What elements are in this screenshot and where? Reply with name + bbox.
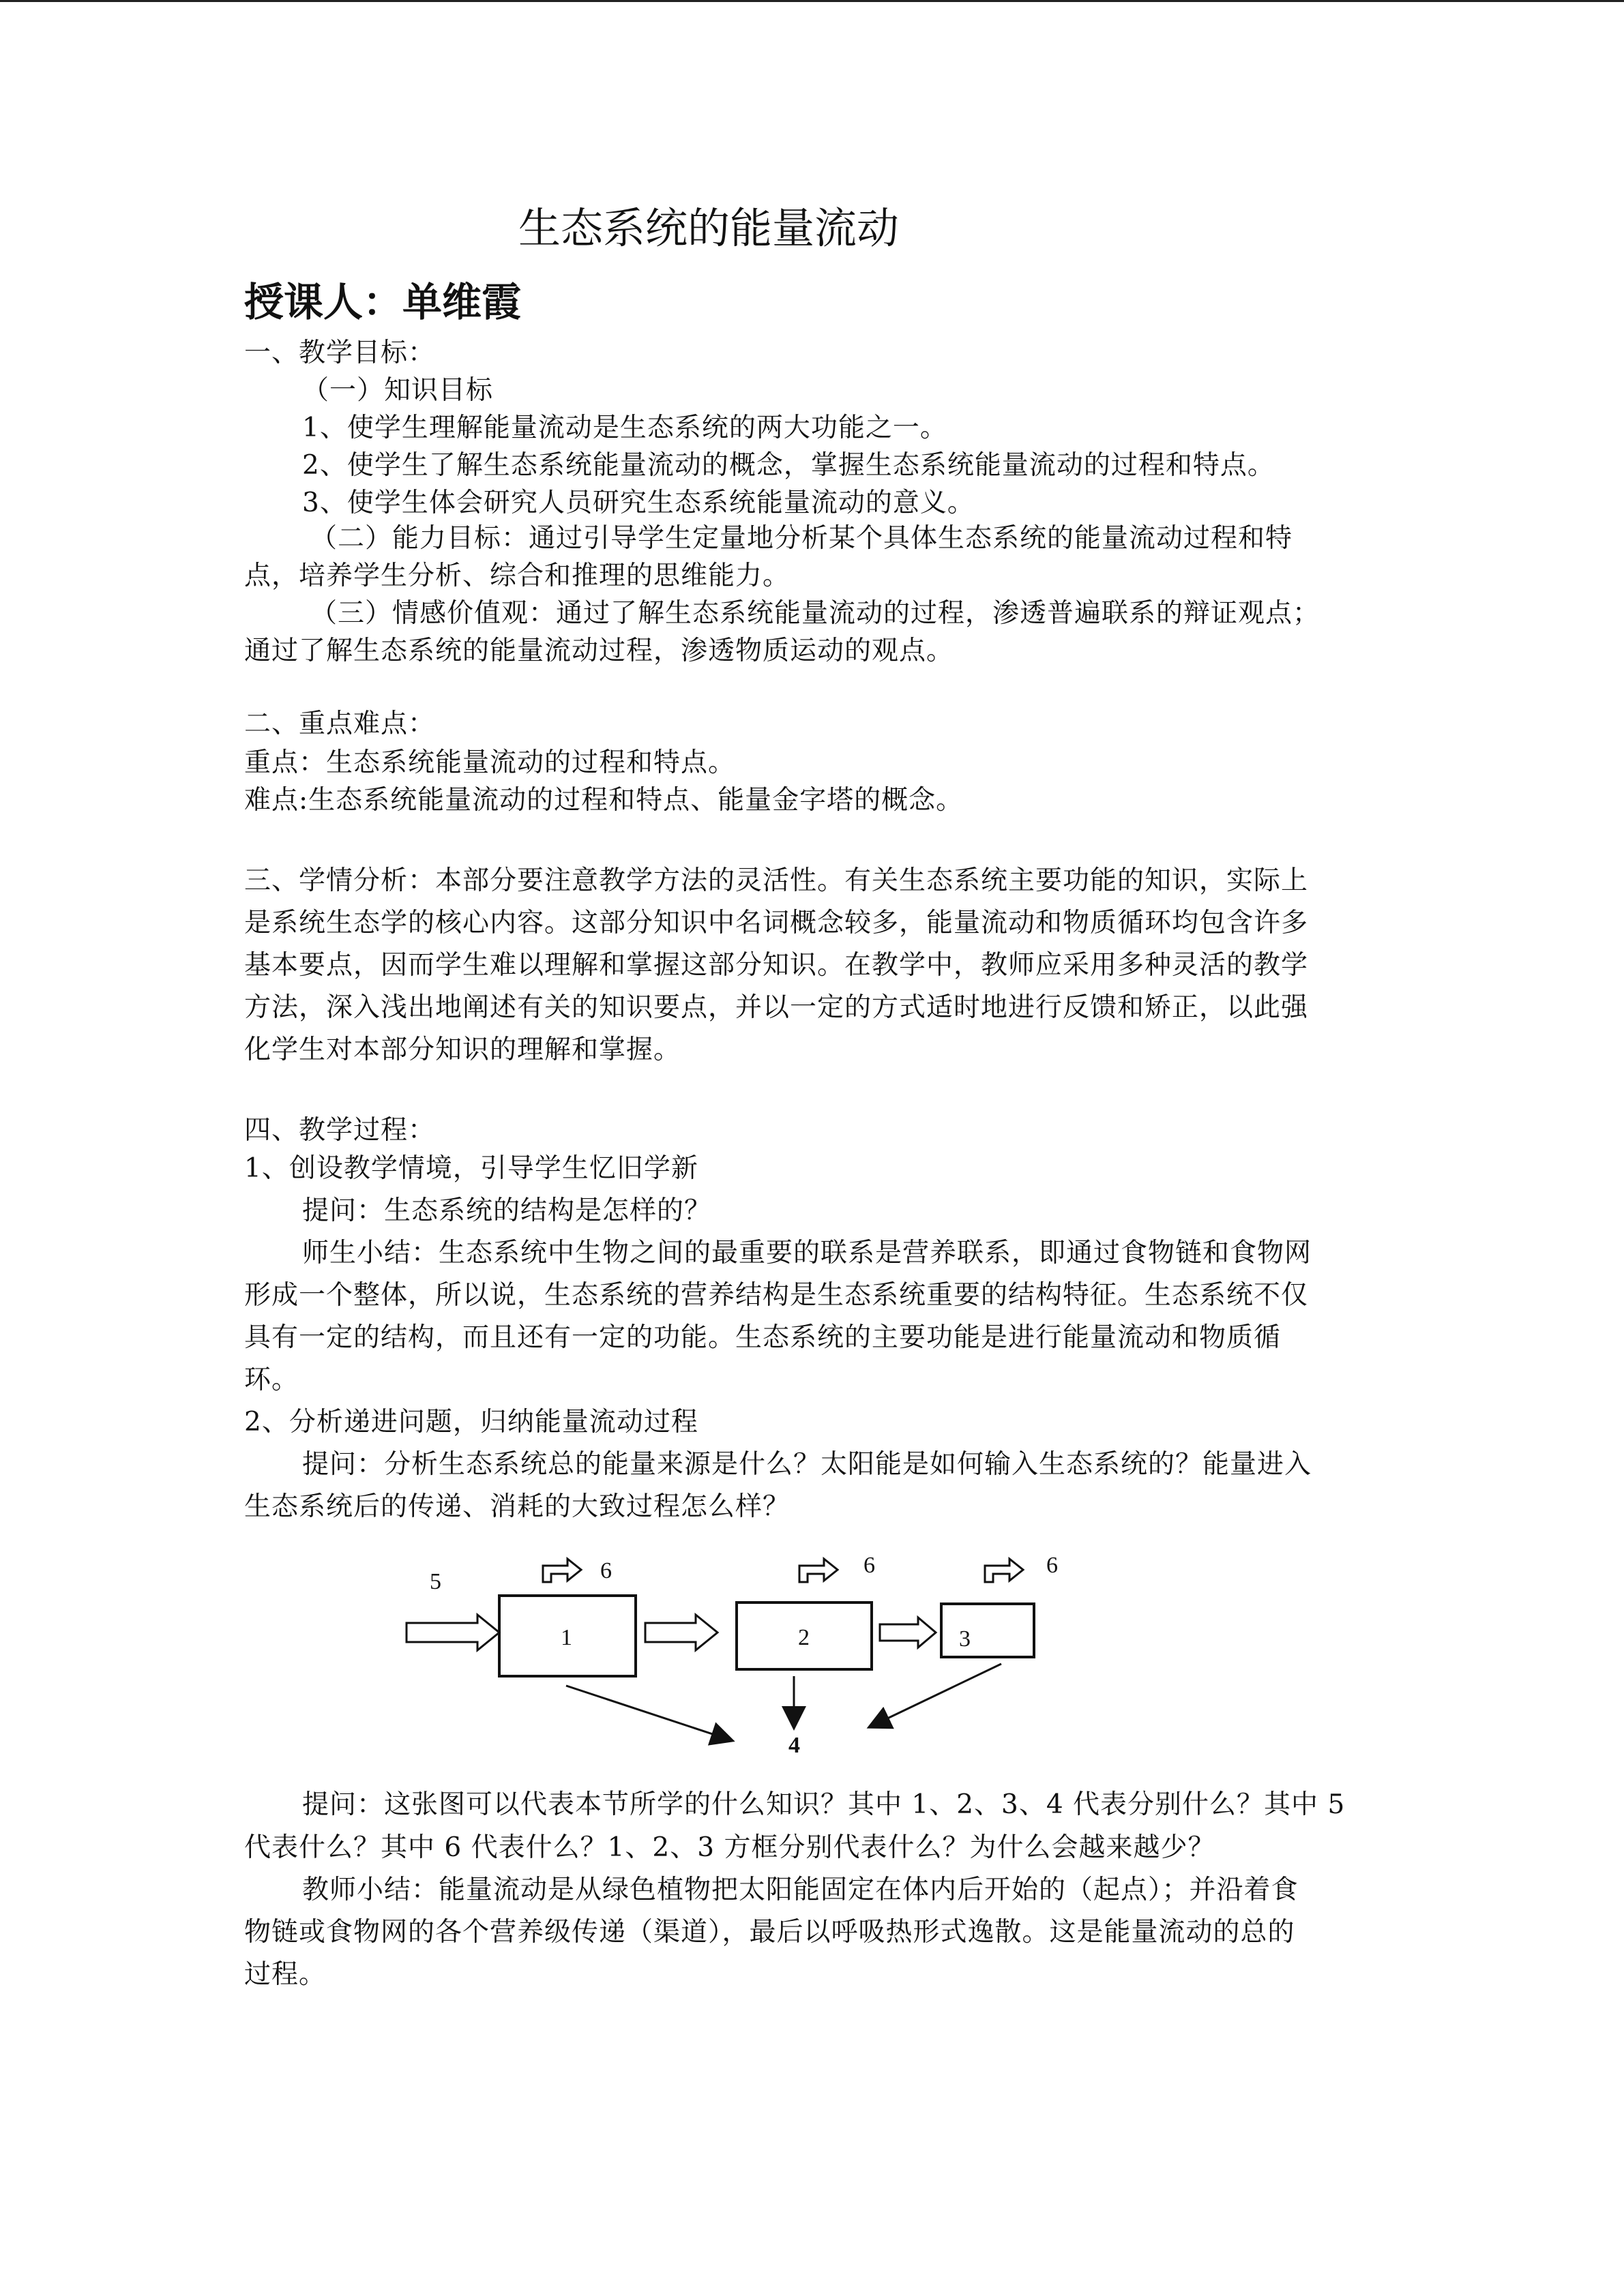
- flow-arrow-2-3: [880, 1617, 936, 1648]
- label-respiration-2: 6: [863, 1553, 875, 1578]
- difficult-point: 难点:生态系统能量流动的过程和特点、能量金字塔的概念。: [244, 785, 964, 816]
- question-2-line-2: 生态系统后的传递、消耗的大致过程怎么样？: [244, 1491, 791, 1522]
- summary-2-line-3: 过程。: [244, 1959, 327, 1990]
- label-decomposer: 4: [788, 1733, 800, 1758]
- key-point: 重点：生态系统能量流动的过程和特点。: [244, 747, 736, 778]
- summary-1-line-3: 具有一定的结构，而且还有一定的功能。生态系统的主要功能是进行能量流动和物质循: [244, 1322, 1282, 1353]
- summary-1-line-2: 形成一个整体，所以说，生态系统的营养结构是生态系统重要的结构特征。生态系统不仅: [244, 1280, 1309, 1311]
- summary-1-line-1: 师生小结：生态系统中生物之间的最重要的联系是营养联系，即通过食物链和食物网: [302, 1238, 1312, 1268]
- section-heading-objectives: 一、教学目标：: [244, 338, 436, 368]
- summary-2-line-1: 教师小结：能量流动是从绿色植物把太阳能固定在体内后开始的（起点）；并沿着食: [302, 1875, 1299, 1905]
- process-step-1: 1、创设教学情境，引导学生忆旧学新: [244, 1153, 698, 1184]
- subheading-knowledge: （一）知识目标: [302, 375, 494, 406]
- label-sunlight-input: 5: [430, 1569, 441, 1594]
- question-3-line-1: 提问：这张图可以代表本节所学的什么知识？其中 1、2、3、4 代表分别什么？其中 5: [302, 1789, 1346, 1820]
- ability-goal-line-2: 点，培养学生分析、综合和推理的思维能力。: [244, 561, 791, 591]
- analysis-line-1: 三、学情分析：本部分要注意教学方法的灵活性。有关生态系统主要功能的知识，实际上: [244, 865, 1309, 896]
- decomposer-arrow-1: [566, 1686, 731, 1740]
- summary-2-line-2: 物链或食物网的各个营养级传递（渠道），最后以呼吸热形式逸散。这是能量流动的总的: [244, 1917, 1295, 1948]
- summary-1-line-4: 环。: [244, 1365, 299, 1395]
- label-respiration-1: 6: [600, 1558, 612, 1583]
- respiration-arrow-3: [985, 1559, 1023, 1582]
- emotion-goal-line-1: （三）情感价值观：通过了解生态系统能量流动的过程，渗透普遍联系的辩证观点；: [310, 598, 1320, 629]
- author-line: 授课人：单维霞: [244, 279, 522, 325]
- knowledge-item-2: 2、使学生了解生态系统能量流动的概念，掌握生态系统能量流动的过程和特点。: [302, 450, 1275, 481]
- flow-arrow-1-2: [645, 1615, 718, 1650]
- knowledge-item-1: 1、使学生理解能量流动是生态系统的两大功能之一。: [302, 413, 947, 443]
- document-title: 生态系统的能量流动: [518, 203, 900, 253]
- section-heading-key-points: 二、重点难点：: [244, 709, 436, 739]
- knowledge-item-3: 3、使学生体会研究人员研究生态系统能量流动的意义。: [302, 488, 975, 518]
- label-producer: 1: [561, 1625, 572, 1650]
- analysis-line-3: 基本要点，因而学生难以理解和掌握这部分知识。在教学中，教师应采用多种灵活的教学: [244, 950, 1309, 981]
- page-top-border: [0, 0, 1624, 2]
- question-3-line-2: 代表什么？其中 6 代表什么？1、2、3 方框分别代表什么？为什么会越来越少？: [244, 1832, 1215, 1863]
- label-secondary-consumer: 3: [959, 1626, 971, 1652]
- label-respiration-3: 6: [1046, 1553, 1058, 1578]
- ability-goal-line-1: （二）能力目标：通过引导学生定量地分析某个具体生态系统的能量流动过程和特: [310, 523, 1293, 554]
- process-step-2: 2、分析递进问题，归纳能量流动过程: [244, 1407, 698, 1437]
- analysis-line-5: 化学生对本部分知识的理解和掌握。: [244, 1034, 681, 1065]
- question-2-line-1: 提问：分析生态系统总的能量来源是什么？太阳能是如何输入生态系统的？能量进入: [302, 1449, 1312, 1480]
- decomposer-arrow-3: [870, 1664, 1001, 1727]
- respiration-arrow-1: [543, 1559, 581, 1582]
- secondary-consumer-box: [941, 1604, 1034, 1657]
- question-1: 提问：生态系统的结构是怎样的？: [302, 1195, 712, 1226]
- section-heading-process: 四、教学过程：: [244, 1115, 436, 1146]
- label-primary-consumer: 2: [798, 1625, 810, 1650]
- analysis-line-2: 是系统生态学的核心内容。这部分知识中名词概念较多，能量流动和物质循环均包含许多: [244, 908, 1309, 938]
- analysis-line-4: 方法，深入浅出地阐述有关的知识要点，并以一定的方式适时地进行反馈和矫正，以此强: [244, 992, 1309, 1023]
- emotion-goal-line-2: 通过了解生态系统的能量流动过程，渗透物质运动的观点。: [244, 636, 954, 666]
- sunlight-input-arrow: [407, 1615, 499, 1650]
- energy-flow-diagram: [382, 1527, 1119, 1773]
- respiration-arrow-2: [799, 1559, 838, 1582]
